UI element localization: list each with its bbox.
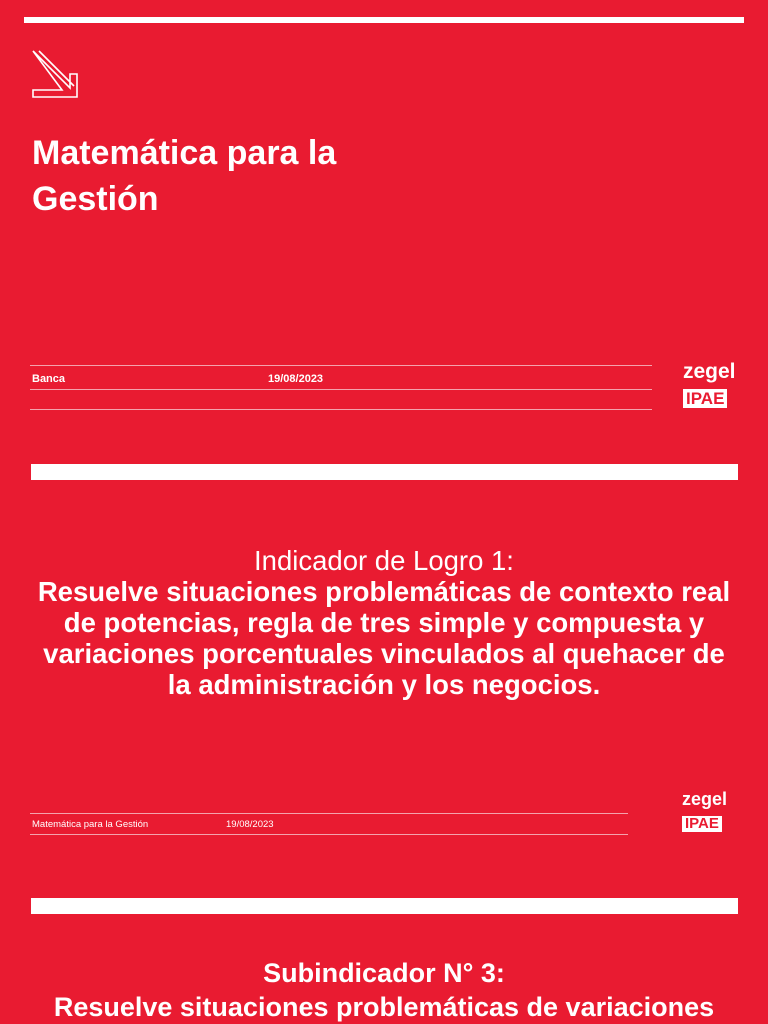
slide3-white-bar [31, 898, 738, 914]
footer-course-label: Matemática para la Gestión [32, 819, 149, 830]
logo2-zegel-text: zegel [682, 789, 728, 809]
footer-line-bottom [30, 834, 628, 835]
subindicator [0, 956, 768, 1024]
logo-zegel-text: zegel [683, 360, 736, 383]
info-line-top [30, 365, 652, 366]
subindicator-heading: Subindicador N° 3: [263, 958, 505, 988]
footer-line-top [30, 813, 628, 814]
top-white-bar [24, 17, 744, 23]
subindicator-body: Resuelve situaciones problemáticas de variaciones [53, 992, 715, 1022]
logo-ipae-text: IPAE [683, 389, 727, 408]
zegel-ipae-logo-2 [682, 789, 727, 833]
program-label: Banca [32, 373, 66, 385]
indicator-body: Resuelve situaciones problemáticas de contexto real de potencias, regla de tres simple y compuesta y variaciones porcentuales vinculados al quehacer de la administración y los negocios. [37, 576, 731, 700]
course-title [32, 130, 336, 222]
footer-date-label: 19/08/2023 [226, 819, 274, 830]
course-title-line1: Matemática para la [32, 134, 337, 172]
achievement-indicator [30, 545, 738, 700]
course-title-line2: Gestión [32, 180, 159, 218]
info-line-bottom [30, 409, 652, 410]
slide2-white-bar [31, 464, 738, 480]
date-label: 19/08/2023 [268, 373, 324, 385]
info-line-middle [30, 389, 652, 390]
zegel-ipae-logo [683, 360, 736, 409]
indicator-heading: Indicador de Logro 1: [254, 545, 514, 576]
logo2-ipae-text: IPAE [682, 816, 722, 832]
arrow-down-right-icon [30, 48, 80, 98]
